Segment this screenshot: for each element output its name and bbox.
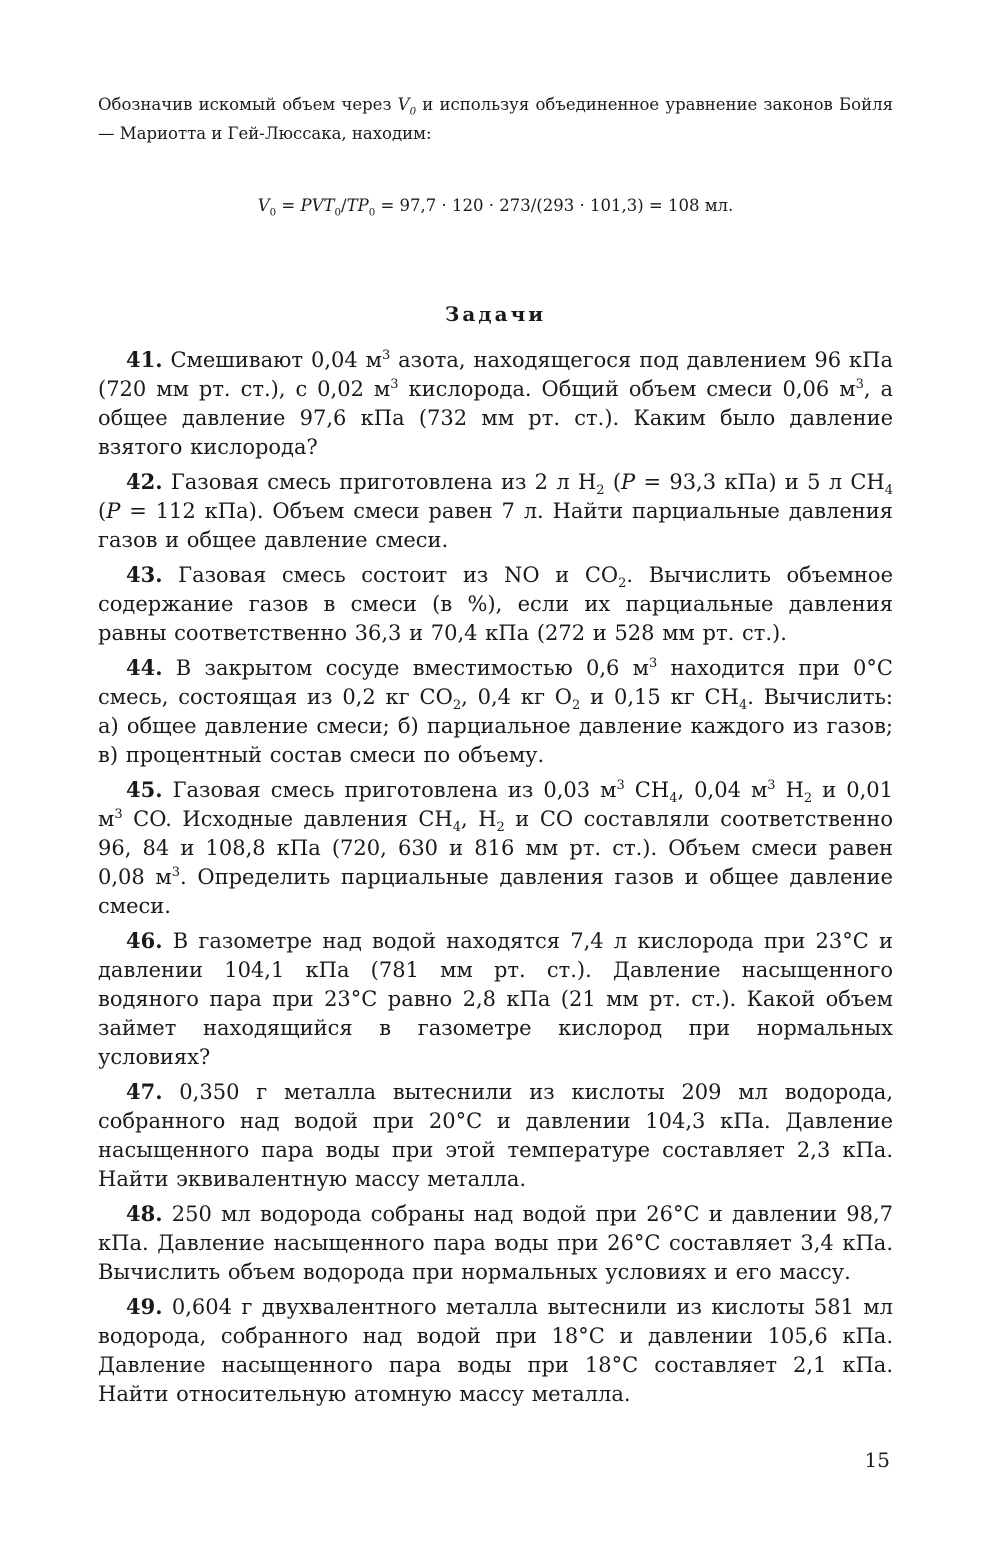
problem-number: 48. [126,1201,163,1226]
problem-number: 42. [126,469,163,494]
problem-number: 46. [126,928,163,953]
problem-44: 44. В закрытом сосуде вместимостью 0,6 $м^3$ находится при 0°C смесь, состоящая из 0,2 кг $CO_2$, 0,4 кг $O_2$ и 0,15 кг $CH_4$. Вычислить: а) общее давление смеси; б) парциальное давление каждого из газов; в) процентный состав смеси по объему. [98,655,893,767]
intro-text-start: Обозначив искомый объем через [98,95,398,114]
problem-42: 42. Газовая смесь приготовлена из 2 л $H_2$ (P = 93,3 кПа) и 5 л $CH_4$ (P = 112 кПа). Объем смеси равен 7 л. Найти парциальные давления газов и общее давление смеси. [98,469,894,552]
problem-43: 43. Газовая смесь состоит из NO и $CO_2$. Вычислить объемное содержание газов в смеси (в %), если их парциальные давления равны соответственно 36,3 и 70,4 кПа (272 и 528 мм рт. ст.). [98,562,894,645]
formula: $V_0 = PVT_0/TP_0 = 97,7 \cdot 120 \cdot 273/(293 \cdot 101,3) = 108$ мл. [257,196,734,219]
intro-variable [397,95,417,118]
problem-46: 46. В газометре над водой находятся 7,4 л кислорода при 23°C и давлении 104,1 кПа (781 мм рт. ст.). Давление насыщенного водяного пара при 23°C равно 2,8 кПа (21 мм рт. ст.). Какой объем займет находящийся в газометре кислород при нормальных условиях? [98,928,893,1069]
intro-var-subscript: 0 [409,106,417,118]
intro-var-letter: V [397,95,410,114]
problem-47: 47. 0,350 г металла вытеснили из кислоты 209 мл водорода, собранного над водой при 20°C и давлении 104,3 кПа. Давление насыщенного пара воды при этой температуре составляет 2,3 кПа. Найти эквивалентную массу металла. [98,1079,893,1191]
problem-48: 48. 250 мл водорода собраны над водой при 26°C и давлении 98,7 кПа. Давление насыщенного пара воды при 26°C составляет 3,4 кПа. Вычислить объем водорода при нормальных условиях и его массу. [98,1201,893,1284]
problem-number: 45. [126,777,163,802]
section-title: Задачи [444,302,547,326]
intro-text-end: и используя объединенное уравнение законов Бойля — Мариотта и Гей-Люссака, находим: [98,95,893,143]
problem-45: 45. Газовая смесь приготовлена из 0,03 $м^3$ $CH_4$, 0,04 $м^3$ $H_2$ и 0,01 $м^3$ CO. Исходные давления $CH_4$, $H_2$ и CO составляли соответственно 96, 84 и 108,8 кПа (720, 630 и 816 мм рт. ст.). Объем смеси равен 0,08 $м^3$. Определить парциальные давления газов и общее давление смеси. [98,777,893,918]
problem-41: 41. Смешивают 0,04 $м^3$ азота, находящегося под давлением 96 кПа (720 мм рт. ст.), с 0,02 $м^3$ кислорода. Общий объем смеси 0,06 $м^3$, а общее давление 97,6 кПа (732 мм рт. ст.). Каким было давление взятого кислорода? [98,347,894,459]
problem-number: 47. [126,1079,163,1104]
page-content [98,90,893,1414]
problem-49: 49. 0,604 г двухвалентного металла вытеснили из кислоты 581 мл водорода, собранного над водой при 18°C и давлении 105,6 кПа. Давление насыщенного пара воды при 18°C составляет 2,1 кПа. Найти относительную атомную массу металла. [98,1294,893,1406]
page-number: 15 [864,1448,890,1472]
intro-paragraph [98,90,893,148]
problem-number: 41. [126,347,163,372]
problem-number: 44. [126,655,163,680]
problem-number: 43. [126,562,163,587]
problem-number: 49. [126,1294,163,1319]
